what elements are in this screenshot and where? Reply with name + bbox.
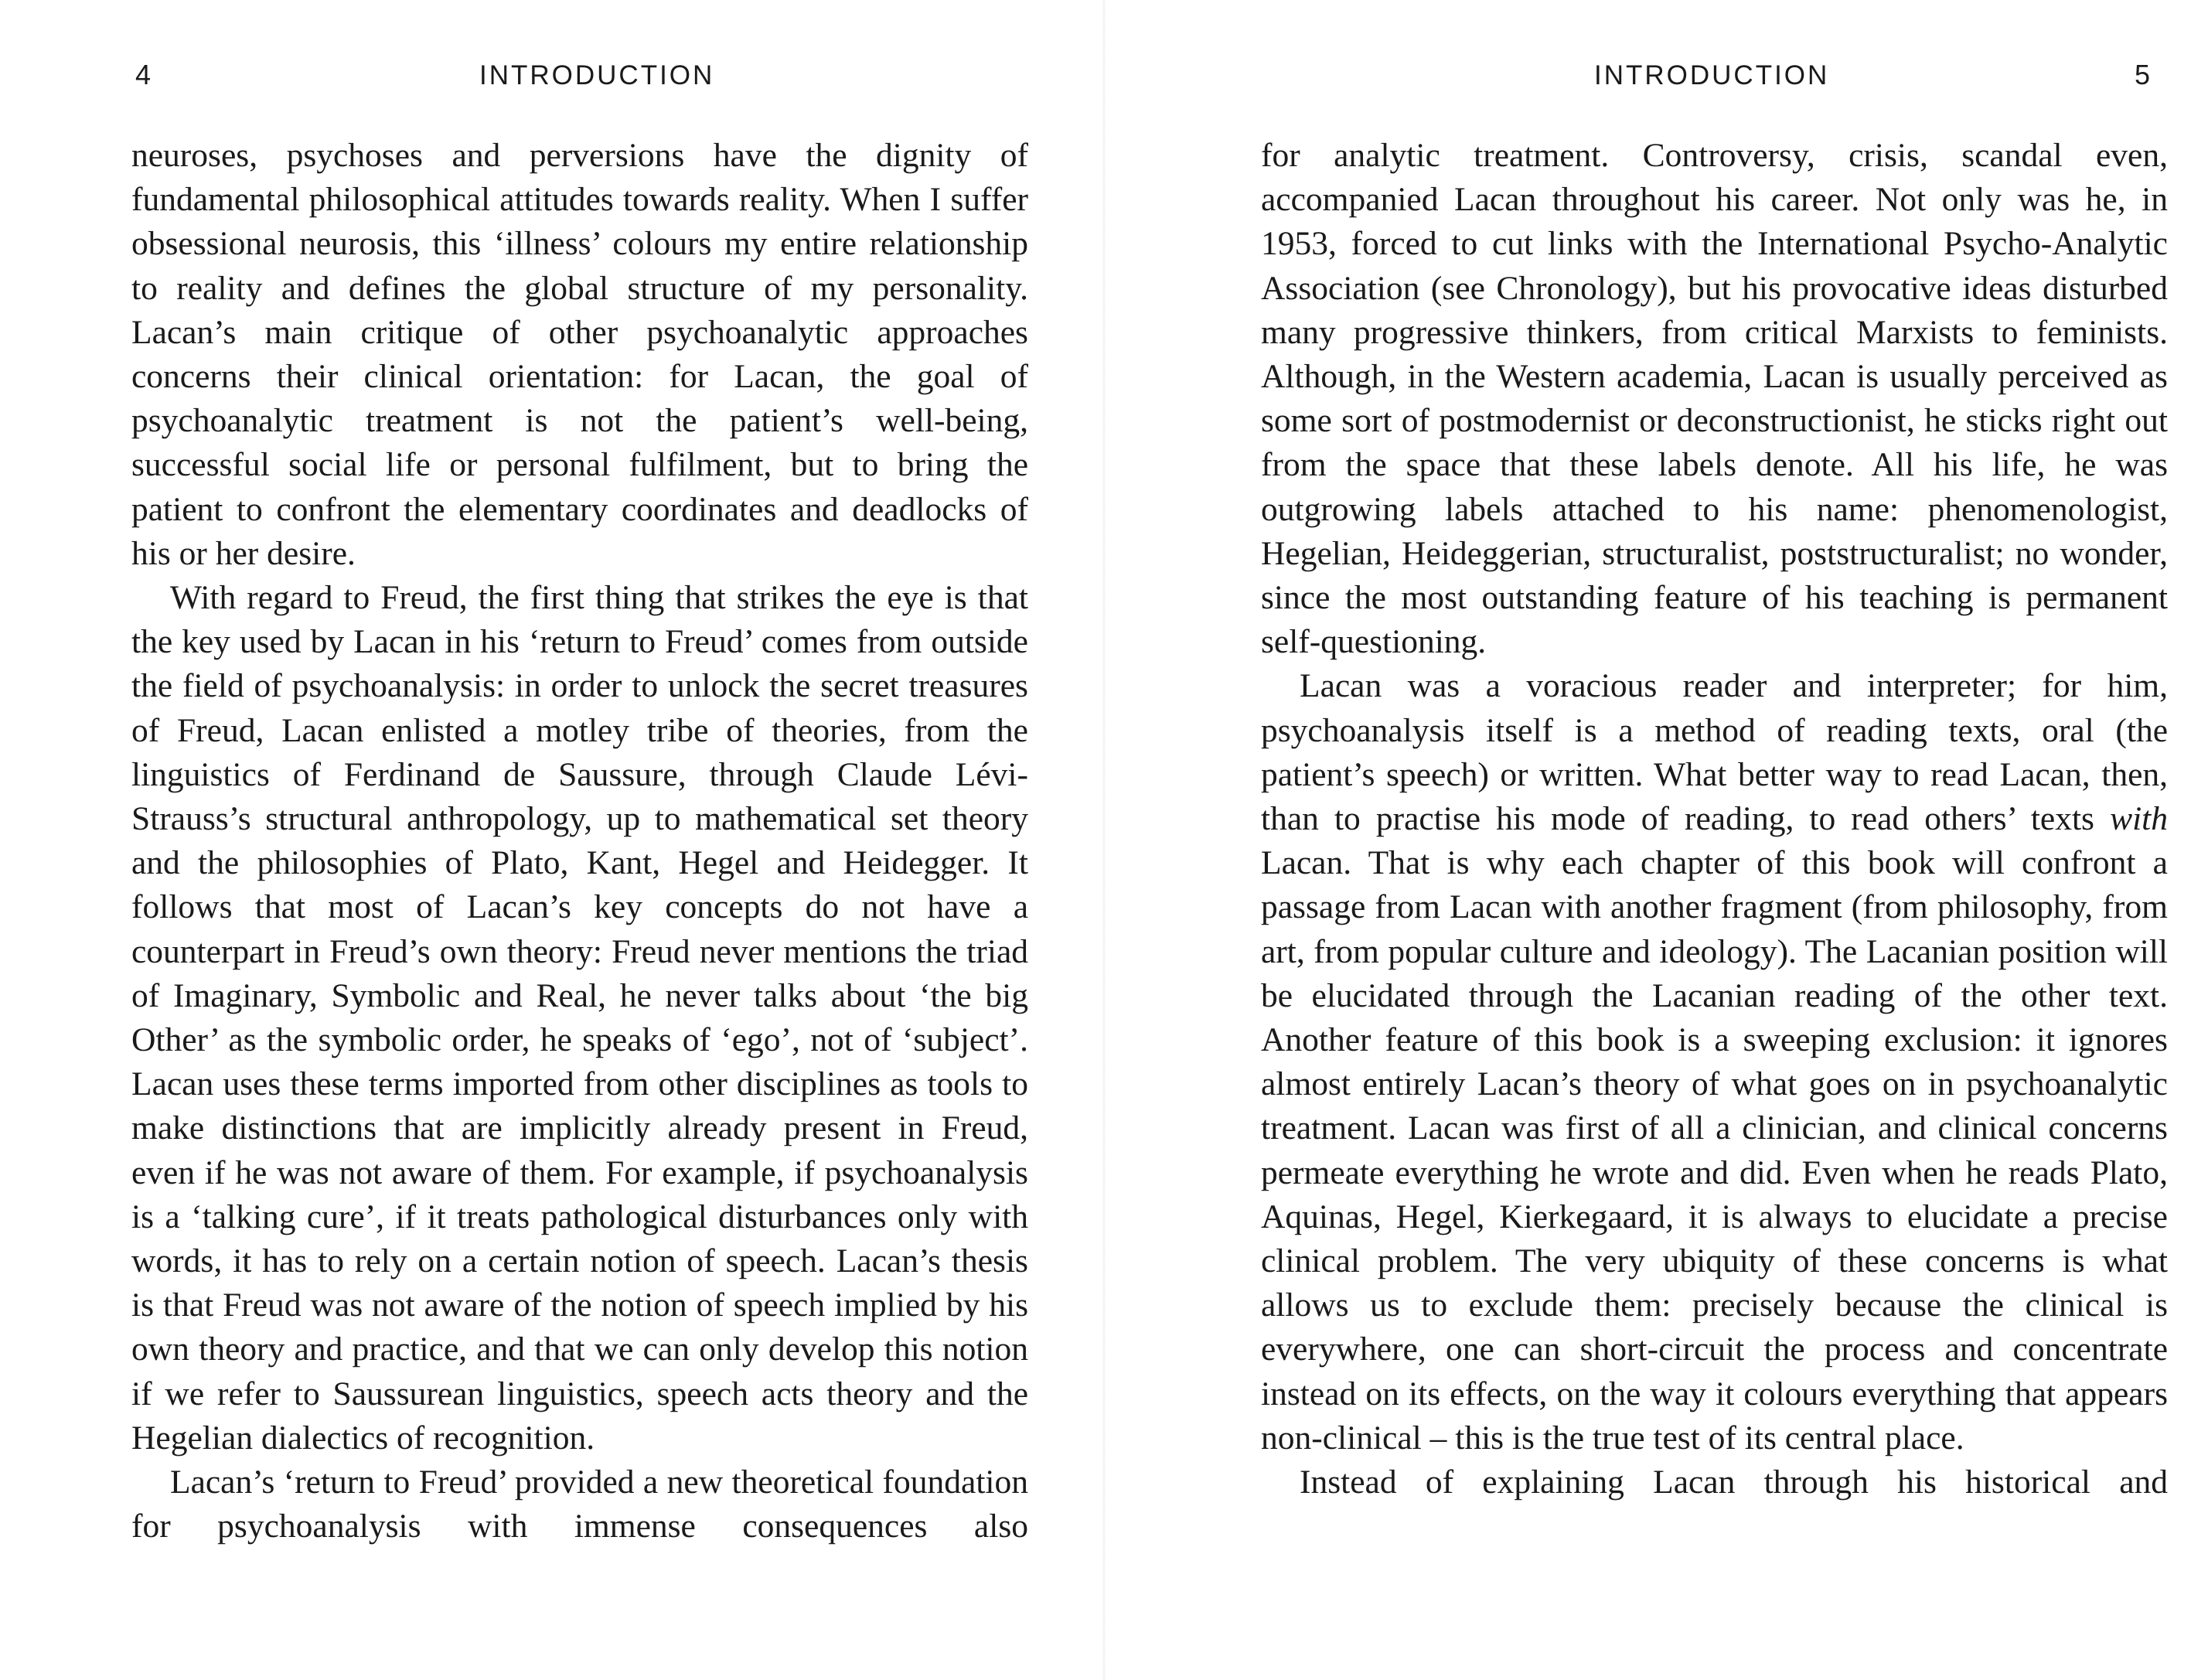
paragraph: Lacan’s ‘return to Freud’ provided a new theoretical foundation for psychoanalysis with immense consequences also [131, 1464, 1028, 1545]
italic-emphasis: with [2110, 800, 2168, 838]
paragraph: Instead of explaining Lacan through his historical and [1300, 1464, 2168, 1501]
page-number: 4 [135, 59, 152, 90]
page-number: 5 [2135, 59, 2151, 90]
paragraph [1261, 664, 2168, 1460]
text-run: Lacan was a voracious reader and interpreter; for him, psychoanalysis itself is a method of reading texts, oral (the patient’s speech) or written. What better way to read Lacan, then, than to practise his mode of reading, to read others’ texts [1261, 667, 2168, 838]
text-run: Lacan. That is why each chapter of this book will confront a passage from Lacan with another fragment (from philosophy, from art, from popular culture and ideology). The Lacanian position will be elucidated through the Lacanian reading of the other text. Another feature of this book is a sweeping exclusion: it ignores almost entirely Lacan’s theory of what goes on in psychoanalytic treatment. Lacan was first of all a clinician, and clinical concerns permeate everything he wrote and did. Even when he reads Plato, Aquinas, Hegel, Kierkegaard, it is always to elucidate a precise clinical problem. The very ubiquity of these concerns is what allows us to exclude them: precisely because the clinical is everywhere, one can short-circuit the process and concentrate instead on its effects, on the way it colours everything that appears non-clinical – this is the true test of its central place. [1261, 844, 2168, 1457]
running-header: INTRODUCTION [479, 60, 715, 90]
paragraph: for analytic treatment. Controversy, crisis, scandal even, accompanied Lacan throughout his career. Not only was he, in 1953, forced to cut links with the International Psycho-Analytic Association (see Chronology), but his provocative ideas disturbed many progressive thinkers, from critical Marxists to feminists. Although, in the Western academia, Lacan is usually perceived as some sort of postmodernist or deconstructionist, he sticks right out from the space that these labels denote. All his life, he was outgrowing labels attached to his name: phenomenologist, Hegelian, Heideggerian, structuralist, poststructuralist; no wonder, since the most outstanding feature of his teaching is permanent self-questioning. [1261, 137, 2168, 661]
paragraph: neuroses, psychoses and perversions have the dignity of fundamental philosophical attitudes towards reality. When I suffer obsessional neurosis, this ‘illness’ colours my entire relationship to reality and defines the global structure of my personality. Lacan’s main critique of other psychoanalytic approaches concerns their clinical orientation: for Lacan, the goal of psychoanalytic treatment is not the patient’s well-being, successful social life or personal fulfilment, but to bring the patient to confront the elementary coordinates and deadlocks of his or her desire. [131, 137, 1028, 572]
body-text [131, 134, 1028, 1549]
right-page [1104, 0, 2208, 1680]
running-header: INTRODUCTION [1594, 60, 1830, 90]
body-text [1261, 134, 2168, 1505]
paragraph: With regard to Freud, the first thing that strikes the eye is that the key used by Lacan in his ‘return to Freud’ comes from outside the field of psychoanalysis: in order to unlock the secret treasures of Freud, Lacan enlisted a motley tribe of theories, from the linguistics of Ferdinand de Saussure, through Claude Lévi-Strauss’s structural anthropology, up to mathematical set theory and the philosophies of Plato, Kant, Hegel and Heidegger. It follows that most of Lacan’s key concepts do not have a counterpart in Freud’s own theory: Freud never mentions the triad of Imaginary, Symbolic and Real, he never talks about ‘the big Other’ as the symbolic order, he speaks of ‘ego’, not of ‘subject’. Lacan uses these terms imported from other disciplines as tools to make distinctions that are implicitly already present in Freud, even if he was not aware of them. For example, if psychoanalysis is a ‘talking cure’, if it treats pathological disturbances only with words, it has to rely on a certain notion of speech. Lacan’s thesis is that Freud was not aware of the notion of speech implied by his own theory and practice, and that we can only develop this notion if we refer to Saussurean linguistics, speech acts theory and the Hegelian dialectics of recognition. [131, 579, 1028, 1457]
